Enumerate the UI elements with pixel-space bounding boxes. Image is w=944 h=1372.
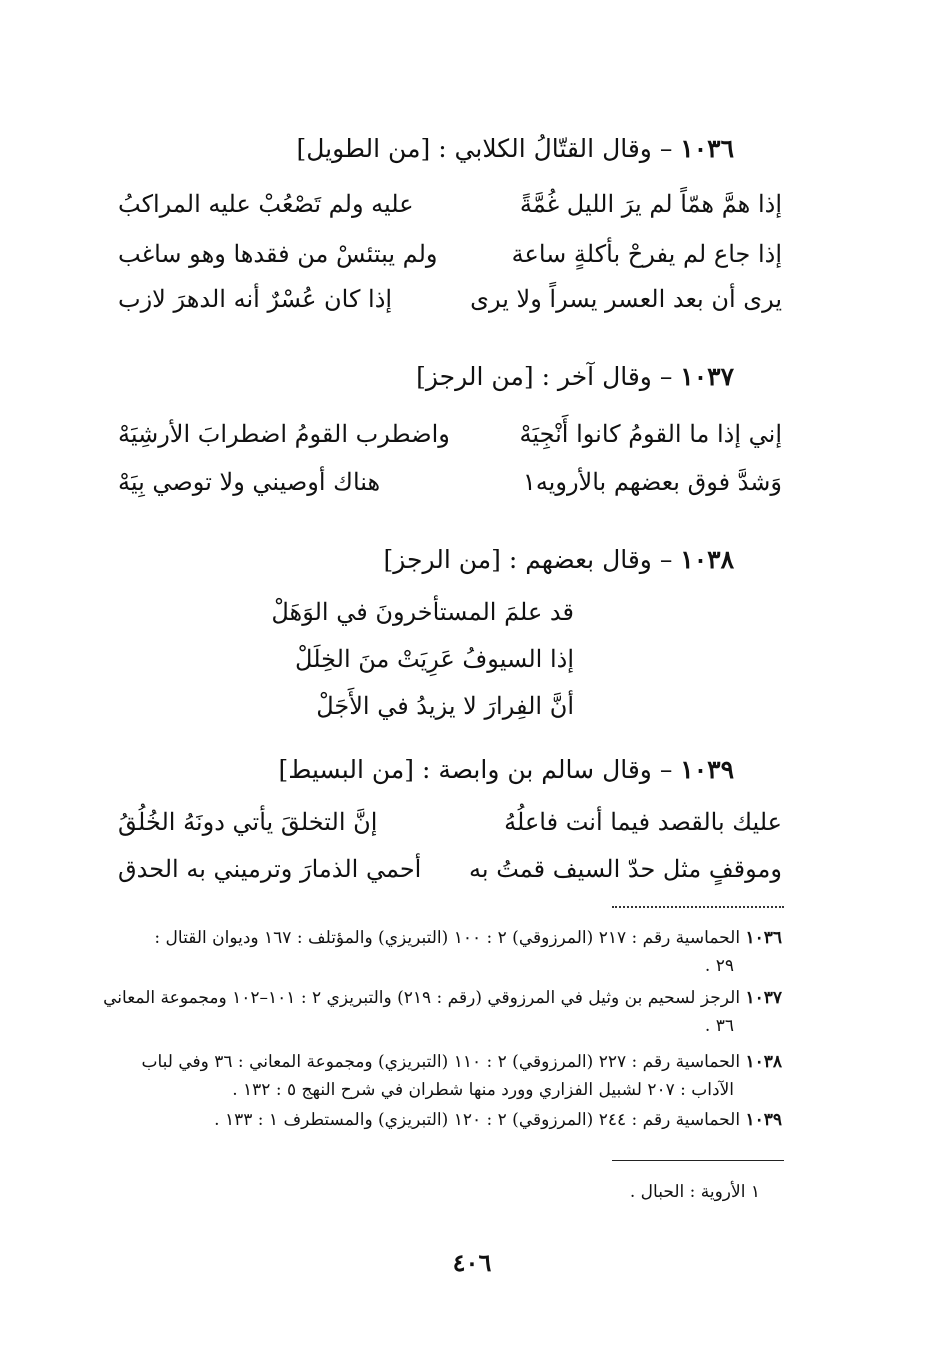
footnote-continuation: ٣٦ . <box>704 1016 734 1036</box>
poem-number: ١٠٣٨ <box>680 545 734 574</box>
footnote-text: الحماسية رقم : ٢١٧ (المرزوقي) ٢ : ١٠٠ (التبريزي) والمؤتلف : ١٦٧ وديوان القتال : <box>154 928 741 948</box>
verse-second-hemistich: عليه ولم تَصْعُبْ عليه المراكبُ <box>118 190 414 218</box>
verse-first-hemistich: إذا همَّ همّاً لم يرَ الليل غُمَّةً <box>519 190 782 218</box>
poem-heading <box>416 362 734 391</box>
margin-note <box>630 1182 760 1202</box>
poem-meter: [من البسيط] <box>278 755 415 784</box>
poem-number: ١٠٣٦ <box>680 134 734 163</box>
rajaz-line: قد علمَ المستأخرونَ في الوَهَلْ <box>271 598 574 626</box>
poem-intro: – وقال آخر : <box>541 362 673 391</box>
verse-first-hemistich: وموقفٍ مثل حدّ السيف قمتُ به <box>469 855 782 883</box>
footnote-number: ١٠٣٩ <box>745 1110 782 1130</box>
footnote-text: الرجز لسحيم بن وثيل في المرزوقي (رقم : ٢١٩) والتبريزي ٢ : ١٠١–١٠٢ ومجموعة المعاني <box>103 988 741 1008</box>
footnote-continuation: ٢٩ . <box>704 956 734 976</box>
footnote-continuation: الآداب : ٢٠٧ لشبيل الفزاري وورد منها شطران في شرح النهج ٥ : ١٣٢ . <box>232 1080 734 1100</box>
page-number: ٤٠٦ <box>452 1248 492 1277</box>
footnote-number: ١٠٣٧ <box>745 988 782 1008</box>
poem-intro: – وقال القتّالُ الكلابي : <box>438 134 673 163</box>
verse-first-hemistich: إذا جاع لم يفرحْ بأكلةٍ ساعة <box>511 240 782 268</box>
poem-intro: – وقال سالم بن وابصة : <box>421 755 673 784</box>
poem-intro: – وقال بعضهم : <box>508 545 673 574</box>
poem-heading <box>278 755 734 784</box>
verse-second-hemistich: إنَّ التخلقَ يأتي دونَهُ الخُلُقُ <box>118 808 378 836</box>
margin-note-separator <box>612 1160 784 1161</box>
rajaz-line: إذا السيوفُ عَرِيَتْ منَ الخِلَلْ <box>295 645 574 673</box>
verse-first-hemistich: يرى أن بعد العسر يسراً ولا يرى <box>470 285 782 313</box>
verse-second-hemistich: ولم يبتئسْ من فقدها وهو ساغب <box>118 240 438 268</box>
verse-second-hemistich: واضطرب القومُ اضطرابَ الأرشِيَهْ <box>118 420 450 448</box>
margin-note-marker: ١ <box>750 1182 760 1202</box>
verse-first-hemistich: عليك بالقصد فيما أنت فاعلُهُ <box>504 808 782 836</box>
verse-first-hemistich: إني إذا ما القومُ كانوا أَنْجِيَهْ <box>519 420 782 448</box>
footnote <box>214 1110 782 1130</box>
footnotes-separator <box>612 906 784 908</box>
verse-first-hemistich: وَشدَّ فوق بعضهم بالأرويه١ <box>522 468 782 496</box>
rajaz-line: أنَّ الفِرارَ لا يزيدُ في الأَجَلْ <box>316 692 574 720</box>
margin-note-text: الأروية : الحبال . <box>629 1182 746 1202</box>
verse-second-hemistich: أحمي الذمارَ وترميني به الحدق <box>118 855 422 883</box>
verse-second-hemistich: إذا كان عُسْرٌ أنه الدهرَ لازب <box>118 285 393 313</box>
verse-second-hemistich: هناك أوصيني ولا توصي بِيَهْ <box>118 468 381 496</box>
footnote-number: ١٠٣٨ <box>745 1052 782 1072</box>
poem-meter: [من الرجز] <box>416 362 534 391</box>
footnote-number: ١٠٣٦ <box>745 928 782 948</box>
poem-number: ١٠٣٩ <box>680 755 734 784</box>
footnote-text: الحماسية رقم : ٢٢٧ (المرزوقي) ٢ : ١١٠ (التبريزي) ومجموعة المعاني : ٣٦ وفي لباب <box>141 1052 741 1072</box>
poem-heading <box>383 545 734 574</box>
footnote <box>154 928 782 948</box>
footnote <box>103 988 782 1008</box>
poem-number: ١٠٣٧ <box>680 362 734 391</box>
footnote-text: الحماسية رقم : ٢٤٤ (المرزوقي) ٢ : ١٢٠ (التبريزي) والمستطرف ١ : ١٣٣ . <box>214 1110 741 1130</box>
poem-meter: [من الطويل] <box>296 134 431 163</box>
poem-heading <box>296 134 734 163</box>
footnote <box>141 1052 782 1072</box>
poem-meter: [من الرجز] <box>383 545 501 574</box>
